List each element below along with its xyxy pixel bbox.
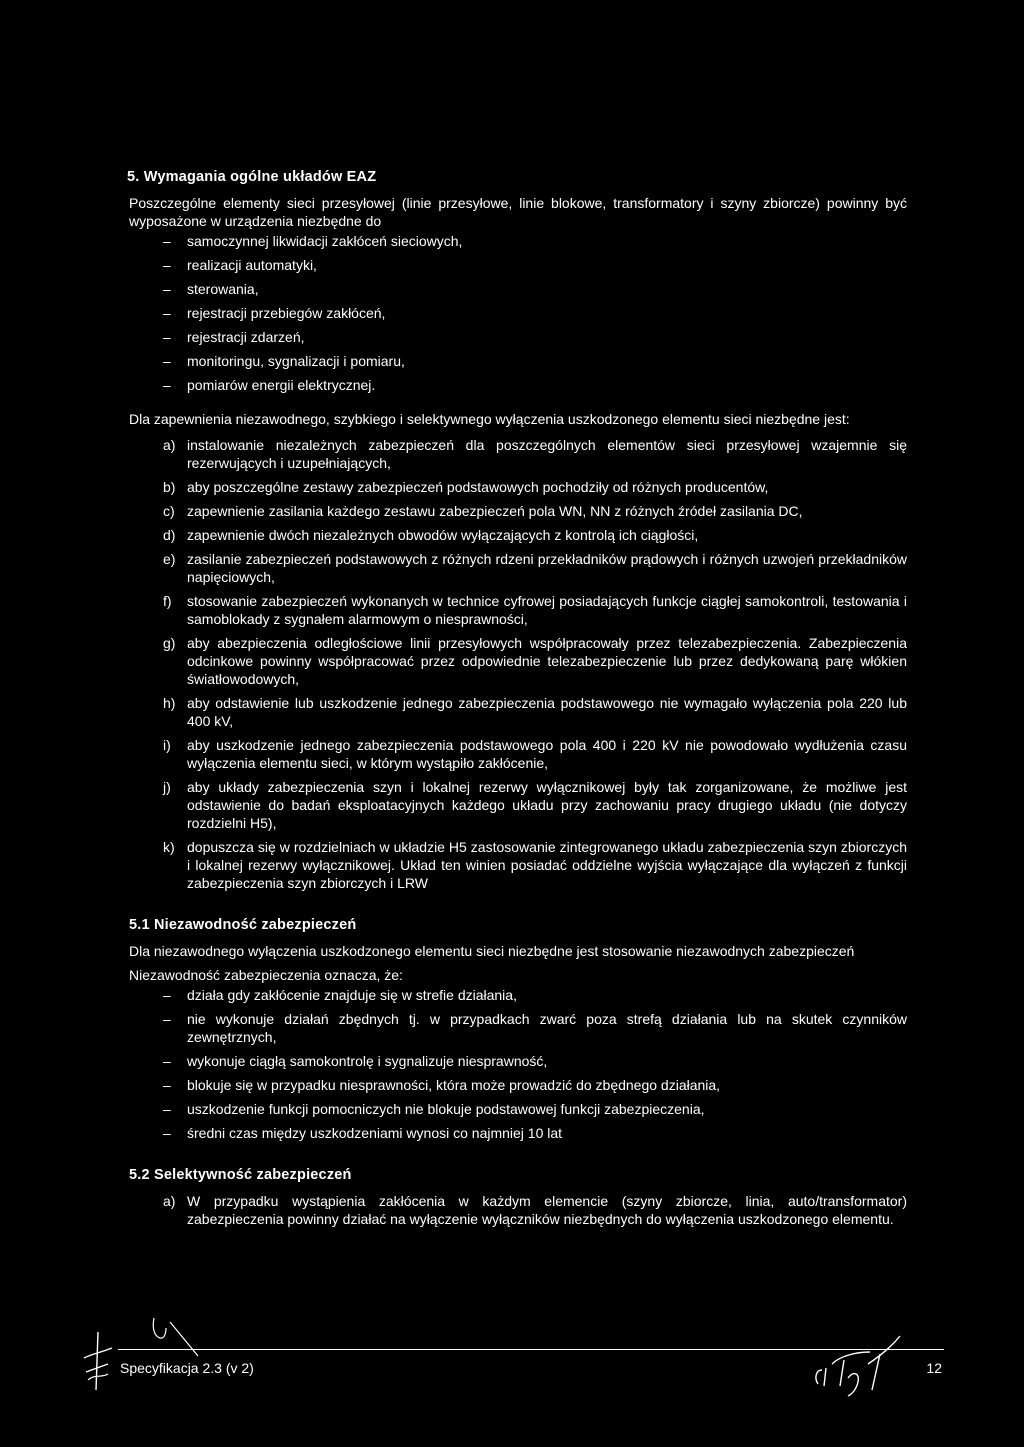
item-label: c) — [163, 503, 175, 519]
item-label: e) — [163, 551, 176, 567]
section-5-1-para-1: Dla niezawodnego wyłączenia uszkodzonego elementu sieci niezbędne jest stosowanie niezawodnych zabezpieczeń — [129, 943, 855, 959]
section-5-intro: Poszczególne elementy sieci przesyłowej (linie przesyłowe, linie blokowe, transformatory i szyny zbiorcze) powinny być wyposażone w urządzenia niezbędne do — [129, 195, 907, 229]
list-item-j — [129, 778, 907, 832]
item-text: stosowanie zabezpieczeń wykonanych w technice cyfrowej posiadających funkcje ciągłej samokontroli, testowania i samoblokady z sygnałem alarmowym o niesprawności, — [187, 593, 907, 627]
item-text: zapewnienie dwóch niezależnych obwodów wyłączających z kontrolą ich ciągłości, — [187, 527, 699, 543]
item-text: instalowanie niezależnych zabezpieczeń dla poszczególnych elementów sieci przesyłowej wzajemnie się rezerwujących i uzupełniających, — [187, 437, 907, 471]
bullet-item: – wykonuje ciągłą samokontrolę i sygnalizuje niesprawność, — [129, 1052, 907, 1070]
item-label: j) — [163, 779, 171, 795]
item-label: g) — [163, 635, 176, 651]
bullet-item: – pomiarów energii elektrycznej. — [129, 376, 907, 394]
bullet-item: – średni czas między uszkodzeniami wynosi co najmniej 10 lat — [129, 1124, 907, 1142]
item-label: d) — [163, 527, 176, 543]
item-label: k) — [163, 839, 175, 855]
right-signature — [810, 1334, 906, 1398]
bullet-item: – sterowania, — [129, 280, 907, 298]
item-label: a) — [163, 437, 176, 453]
section-5-2-title: 5.2 Selektywność zabezpieczeń — [129, 1167, 352, 1183]
section-5-title: 5. Wymagania ogólne układów EAZ — [127, 169, 377, 185]
item-text: aby uszkodzenie jednego zabezpieczenia podstawowego pola 400 i 220 kV nie powodowało wydłużenia czasu wyłączenia elementu sieci, w którym wystąpiło zakłócenie, — [187, 737, 907, 771]
list-item-a — [129, 1192, 907, 1228]
bullet-item: – monitoringu, sygnalizacji i pomiaru, — [129, 352, 907, 370]
item-text: aby odstawienie lub uszkodzenie jednego zabezpieczenia podstawowego nie wymagało wyłączenia pola 220 lub 400 kV, — [187, 695, 907, 729]
section-5-bullet-list — [129, 232, 907, 394]
item-text: zapewnienie zasilania każdego zestawu zabezpieczeń pola WN, NN z różnych źródeł zasilania DC, — [187, 503, 803, 519]
bullet-item: – rejestracji przebiegów zakłóceń, — [129, 304, 907, 322]
section-5-1-bullet-list — [129, 986, 907, 1142]
section-5-1-para-2: Niezawodność zabezpieczenia oznacza, że: — [129, 967, 403, 983]
footer-spec-label: Specyfikacja 2.3 (v 2) — [120, 1360, 254, 1376]
item-label: b) — [163, 479, 176, 495]
list-item-f — [129, 592, 907, 628]
list-item-d — [129, 526, 907, 544]
item-label: i) — [163, 737, 171, 753]
bullet-item: – działa gdy zakłócenie znajduje się w strefie działania, — [129, 986, 907, 1004]
list-item-c — [129, 502, 907, 520]
list-item-k — [129, 838, 907, 892]
bullet-item: – rejestracji zdarzeń, — [129, 328, 907, 346]
item-label: h) — [163, 695, 176, 711]
list-item-a — [129, 436, 907, 472]
page-content — [129, 168, 907, 1234]
item-text: dopuszcza się w rozdzielniach w układzie H5 zastosowanie zintegrowanego układu zabezpieczenia szyn zbiorczych i lokalnej rezerwy wyłącznikowej. Układ ten winien posiadać oddzielne wyjścia wyłączające dla wyłączeń z funkcji zabezpieczenia szyn zbiorczych i LRW — [187, 839, 907, 891]
section-5-para-2: Dla zapewnienia niezawodnego, szybkiego i selektywnego wyłączenia uszkodzonego elementu sieci niezbędne jest: — [129, 411, 850, 427]
list-item-g — [129, 634, 907, 688]
item-text: W przypadku wystąpienia zakłócenia w każdym elemencie (szyny zbiorcze, linia, auto/transformator) zabezpieczenia powinny działać na wyłączenie wyłączników niezbędnych do wyłączenia uszkodzonego elementu. — [187, 1193, 907, 1227]
item-text: aby poszczególne zestawy zabezpieczeń podstawowych pochodziły od różnych producentów, — [187, 479, 769, 495]
list-item-e — [129, 550, 907, 586]
section-5-lettered-list — [129, 436, 907, 892]
page-number: 12 — [926, 1360, 942, 1376]
section-5-1-title: 5.1 Niezawodność zabezpieczeń — [129, 917, 357, 933]
list-item-i — [129, 736, 907, 772]
list-item-b — [129, 478, 907, 496]
item-label: f) — [163, 593, 172, 609]
bullet-item: – nie wykonuje działań zbędnych tj. w przypadkach zwarć poza strefą działania lub na skutek czynników zewnętrznych, — [129, 1010, 907, 1046]
left-margin-initials-signature — [78, 1328, 118, 1398]
bullet-item: – blokuje się w przypadku niesprawności, która może prowadzić do zbędnego działania, — [129, 1076, 907, 1094]
item-text: aby abezpieczenia odległościowe linii przesyłowych współpracowały przez telezabezpieczenia. Zabezpieczenia odcinkowe powinny współpracować przez odpowiednie telezabezpieczenie lub przez dedykowaną parę włókien światłowodowych, — [187, 635, 907, 687]
list-item-h — [129, 694, 907, 730]
item-text: zasilanie zabezpieczeń podstawowych z różnych rdzeni przekładników prądowych i różnych uzwojeń przekładników napięciowych, — [187, 551, 907, 585]
bullet-item: – uszkodzenie funkcji pomocniczych nie blokuje podstawowej funkcji zabezpieczenia, — [129, 1100, 907, 1118]
footer-initials-signature — [146, 1312, 206, 1360]
bullet-item: – realizacji automatyki, — [129, 256, 907, 274]
bullet-item: – samoczynnej likwidacji zakłóceń sieciowych, — [129, 232, 907, 250]
item-label: a) — [163, 1193, 176, 1209]
footer-rule — [118, 1349, 944, 1350]
section-5-2-lettered-list — [129, 1192, 907, 1228]
item-text: aby układy zabezpieczenia szyn i lokalnej rezerwy wyłącznikowej były tak zorganizowane, że możliwe jest odstawienie do badań eksploatacyjnych każdego układu przy zachowaniu pracy drugiego układu (nie dotyczy rozdzielni H5), — [187, 779, 907, 831]
